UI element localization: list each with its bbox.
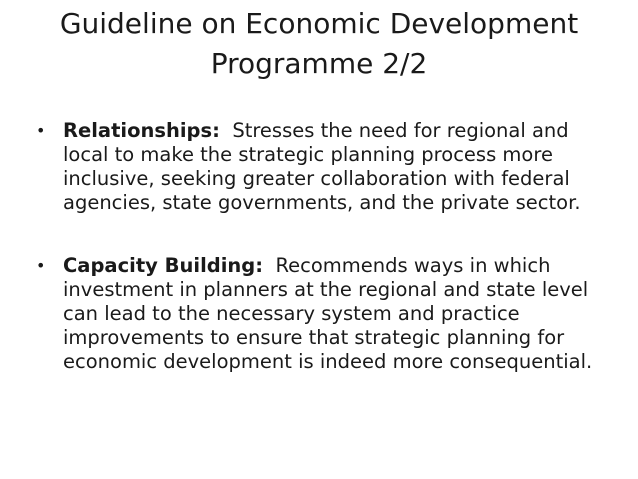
bullet-term: Capacity Building: <box>63 254 264 277</box>
bullet-item-relationships <box>0 119 638 215</box>
slide-title-line-1: Guideline on Economic Development <box>59 7 579 40</box>
slide-title <box>20 4 618 84</box>
bullet-dot-icon: • <box>36 121 46 140</box>
bullet-list <box>0 119 638 374</box>
slide-title-line-2: Programme 2/2 <box>210 47 428 80</box>
bullet-term: Relationships: <box>63 119 220 142</box>
bullet-dot-icon: • <box>36 256 46 275</box>
bullet-item-capacity-building <box>0 254 638 374</box>
bullet-text: Recommends ways in which investment in planners at the regional and state level can lead to the necessary system and practice improvements to ensure that strategic planning for economic development is indeed more consequential. <box>63 254 593 373</box>
bullet-text: Stresses the need for regional and local to make the strategic planning process more inclusive, seeking greater collaboration with federal agencies, state governments, and the private sector. <box>63 119 581 214</box>
